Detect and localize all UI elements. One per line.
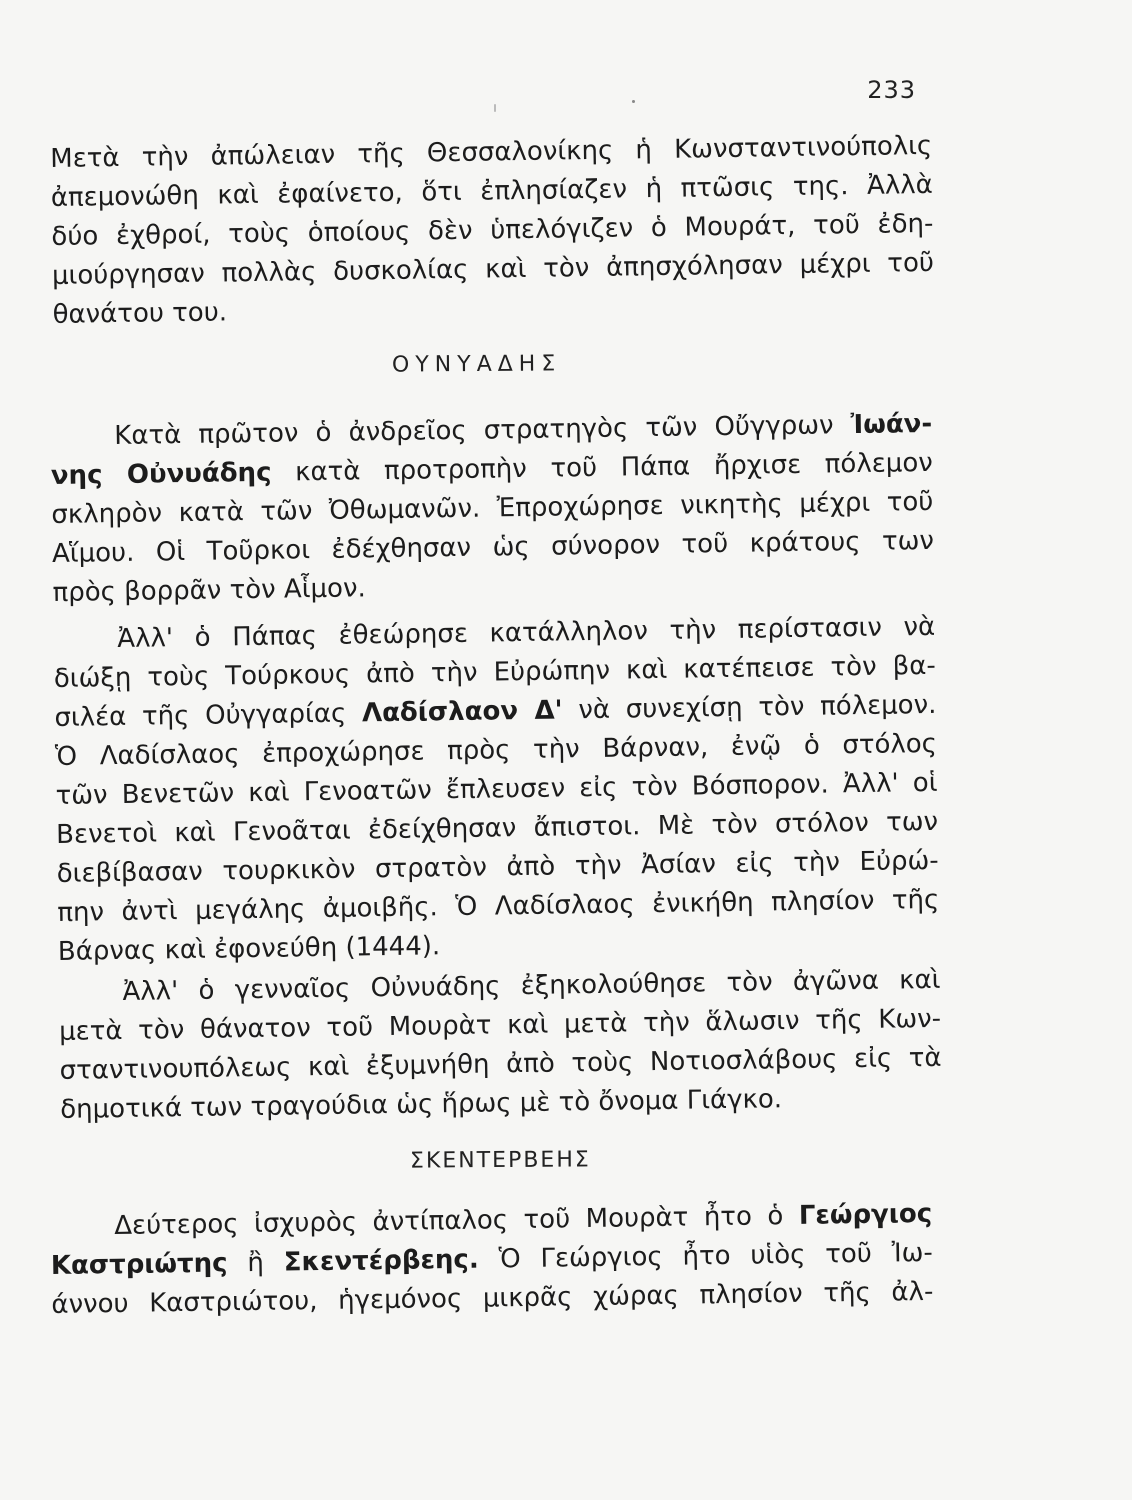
paragraph	[53, 608, 940, 972]
text-line: μιούργησαν πολλὰς δυσκολίας καὶ τὸν ἀπησχόλησαν μέχρι τοῦ	[51, 247, 935, 291]
text-line: Ἀλλ' ὁ γενναῖος Οὐνυάδης ἐξηκολούθησε τὸν ἀγῶνα καὶ	[122, 964, 941, 1007]
bold-name: Γεώργιος	[798, 1198, 933, 1231]
bold-name: Ἰωάν-	[850, 408, 933, 441]
text-run: κατὰ προτροπὴν τοῦ Πάπα ἤρχισε πόλεμον	[271, 447, 933, 488]
text-line: Ἀλλ' ὁ Πάπας ἐθεώρησε κατάλληλον τὴν περίστασιν νὰ	[117, 611, 936, 655]
text-line: Βάρνας καὶ ἐφονεύθη (1444).	[57, 931, 441, 967]
text-line: διώξῃ τοὺς Τούρκους ἀπὸ τὴν Εὐρώπην καὶ κατέπεισε τὸν βα-	[53, 650, 936, 694]
section-skanderbeg-body	[50, 1195, 934, 1325]
paper-speck	[494, 104, 496, 112]
text-line: Μετὰ τὴν ἀπώλειαν τῆς Θεσσαλονίκης ἡ Κωνσταντινούπολις	[50, 130, 933, 174]
text-line: σκληρὸν κατὰ τῶν Ὀθωμανῶν. Ἐπροχώρησε νικητὴς μέχρι τοῦ	[51, 486, 934, 530]
bold-name: νης Οὐνυάδης	[50, 457, 272, 491]
text-line: Βενετοὶ καὶ Γενοᾶται ἐδείχθησαν ἄπιστοι. Μὲ τὸν στόλον των	[55, 806, 939, 850]
text-run: ἢ	[227, 1247, 284, 1279]
intro-paragraph	[50, 127, 935, 335]
text-run: Δεύτερος ἰσχυρὸς ἀντίπαλος τοῦ Μουρὰτ ἦτο ὁ	[114, 1200, 800, 1242]
text-line: μετὰ τὸν θάνατον τοῦ Μουρὰτ καὶ μετὰ τὴν ἅλωσιν τῆς Κων-	[58, 1003, 942, 1047]
text-line: Αἵμου. Οἱ Τοῦρκοι ἐδέχθησαν ὡς σύνορον τοῦ κράτους των	[51, 525, 935, 569]
text-line: δύο ἐχθροί, τοὺς ὁποίους δὲν ὑπελόγιζεν ὁ Μουράτ, τοῦ ἐδη-	[51, 208, 934, 252]
bold-name: Καστριώτης	[50, 1248, 228, 1281]
text-run: σιλέα τῆς Οὐγγαρίας	[54, 698, 363, 733]
section-heading-skanderbeg: ΣΚΕΝΤΕΡΒΕΗΣ	[409, 1147, 591, 1174]
text-line: Ὁ Λαδίσλαος ἐπροχώρησε πρὸς τὴν Βάρναν, ἐνῷ ὁ στόλος	[54, 728, 938, 772]
section-hunyadi-body	[50, 405, 942, 1130]
text-line: σταντινουπόλεως καὶ ἐξυμνήθη ἀπὸ τοὺς Νοτιοσλάβους εἰς τὰ	[59, 1042, 942, 1086]
text-line: θανάτου του.	[52, 297, 228, 330]
text-run: Κατὰ πρῶτον ὁ ἀνδρεῖος στρατηγὸς τῶν Οὔγγρων	[114, 410, 851, 452]
text-run: Ὁ Γεώργιος ἦτο υἱὸς τοῦ Ἰω-	[478, 1237, 933, 1275]
text-line: διεβίβασαν τουρκικὸν στρατὸν ἀπὸ τὴν Ἀσίαν εἰς τὴν Εὐρώ-	[56, 845, 939, 889]
paper-speck	[632, 100, 635, 103]
text-line: πρὸς βορρᾶν τὸν Αἷμον.	[52, 573, 366, 608]
text-line: τῶν Βενετῶν καὶ Γενοατῶν ἔπλευσεν εἰς τὸν Βόσπορον. Ἀλλ' οἱ	[55, 767, 938, 811]
paragraph	[58, 961, 942, 1130]
text-line: ἀπεμονώθη καὶ ἐφαίνετο, ὅτι ἐπλησίαζεν ἡ πτῶσις της. Ἀλλὰ	[50, 169, 933, 213]
paragraph	[50, 405, 935, 613]
bold-name: Λαδίσλαον Δ'	[361, 695, 563, 729]
text-line: πην ἀντὶ μεγάλης ἀμοιβῆς. Ὁ Λαδίσλαος ἐνικήθη πλησίον τῆς	[57, 884, 940, 928]
text-run: νὰ συνεχίσῃ τὸν πόλεμον.	[562, 689, 937, 726]
text-line: άννου Καστριώτου, ἡγεμόνος μικρᾶς χώρας πλησίον τῆς ἀλ-	[51, 1276, 934, 1320]
text-line: δημοτικά των τραγούδια ὡς ἥρως μὲ τὸ ὄνομα Γιάγκο.	[60, 1084, 783, 1125]
paragraph	[50, 1195, 934, 1325]
section-heading-hunyadi: ΟΥΝΥΑΔΗΣ	[391, 351, 562, 378]
bold-name: Σκεντέρβεης.	[283, 1244, 479, 1278]
page-number: 233	[867, 76, 916, 104]
